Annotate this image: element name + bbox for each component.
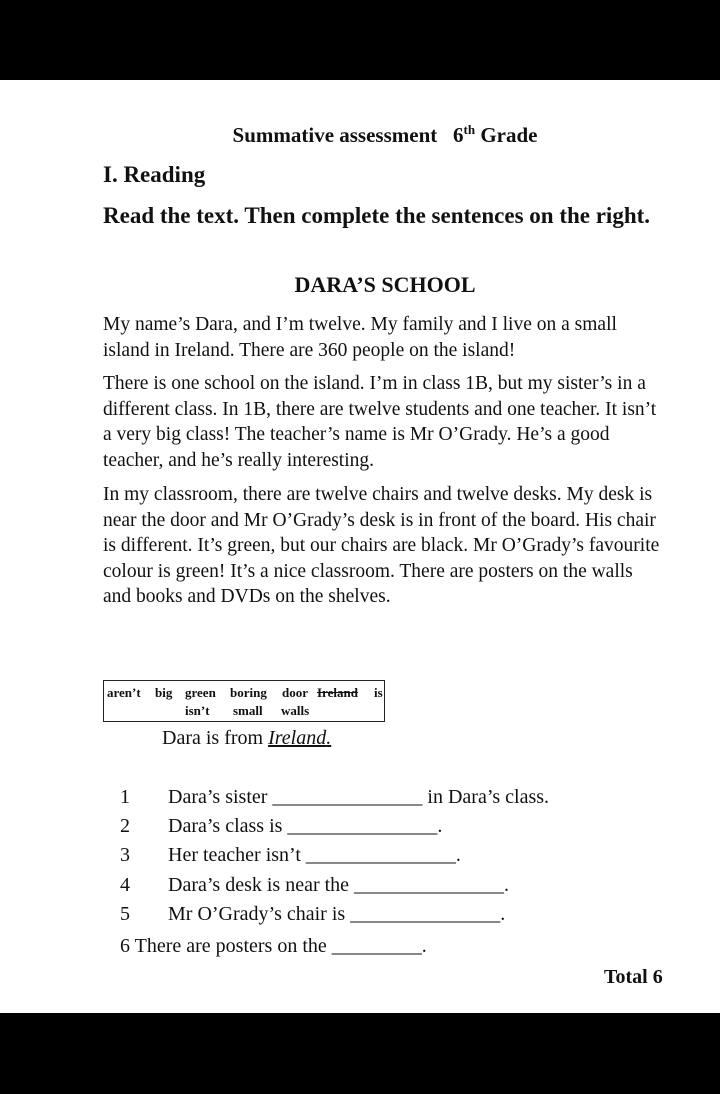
question-text: Dara’s class is _______________. xyxy=(168,815,443,837)
question-number: 5 xyxy=(120,903,130,925)
section-heading: I. Reading xyxy=(103,162,206,187)
answer-blank[interactable]: _______________ xyxy=(354,874,505,896)
instruction-text: Read the text. Then complete the sentences on the right. xyxy=(103,203,651,228)
question-number: 4 xyxy=(120,874,130,896)
story-paragraph-1: My name’s Dara, and I’m twelve. My family and I live on a small island in Ireland. There are 360 people on the island! xyxy=(103,314,617,361)
story-paragraph-3: In my classroom, there are twelve chairs and twelve desks. My desk is near the door and Mr O’Grady’s desk is in front of the board. His chair is different. It’s green, but our chairs are black. Mr O’Grady’s favourite colour is green! It’s a nice classroom. There are posters on the walls and books and DVDs on the shelves. xyxy=(103,484,660,607)
worksheet-page xyxy=(0,80,720,1013)
title-text: Summative assessment xyxy=(232,123,438,147)
word-box-word: walls xyxy=(281,703,310,718)
word-box-word: green xyxy=(185,685,216,700)
question-number: 1 xyxy=(120,786,130,808)
word-box-word: aren’t xyxy=(107,685,141,700)
answer-blank[interactable]: _________ xyxy=(331,935,422,957)
grade-number: 6 xyxy=(453,123,464,147)
answer-blank[interactable]: _______________ xyxy=(287,815,438,837)
word-box-word: small xyxy=(233,703,263,718)
question-text: 6 There are posters on the _________. xyxy=(120,935,427,957)
word-box xyxy=(103,680,385,722)
word-box-word: door xyxy=(282,685,308,700)
grade-word: Grade xyxy=(480,123,538,147)
example-sentence xyxy=(162,727,331,750)
question-text: Her teacher isn’t _______________. xyxy=(168,844,461,866)
word-box-word: big xyxy=(155,685,173,700)
question-text: Dara’s desk is near the _______________. xyxy=(168,874,510,896)
answer-blank[interactable]: _______________ xyxy=(272,786,423,808)
story-paragraph-2: There is one school on the island. I’m in class 1B, but my sister’s in a different class. In 1B, there are twelve students and one teacher. It isn’t a very big class! The teacher’s name is Mr O’Grady. He’s a good teacher, and he’s really interesting. xyxy=(103,373,657,471)
word-box-word: is xyxy=(374,685,383,700)
question-text: Mr O’Grady’s chair is _______________. xyxy=(168,903,506,925)
word-box-word: isn’t xyxy=(185,703,210,718)
word-box-word: boring xyxy=(230,685,267,700)
grade-superscript: th xyxy=(463,122,476,137)
answer-blank[interactable]: _______________ xyxy=(305,844,456,866)
story-title: DARA’S SCHOOL xyxy=(294,272,476,297)
question-number: 2 xyxy=(120,815,130,837)
page-title xyxy=(0,122,720,148)
answer-blank[interactable]: _______________ xyxy=(350,903,501,925)
word-box-word-crossed: Ireland xyxy=(317,685,358,700)
question-number: 3 xyxy=(120,844,130,866)
example-answer: Ireland. xyxy=(268,727,332,749)
question-text: Dara’s sister _______________ in Dara’s class. xyxy=(168,786,550,808)
total-score: Total 6 xyxy=(604,966,663,988)
example-prefix: Dara is from xyxy=(162,727,264,749)
